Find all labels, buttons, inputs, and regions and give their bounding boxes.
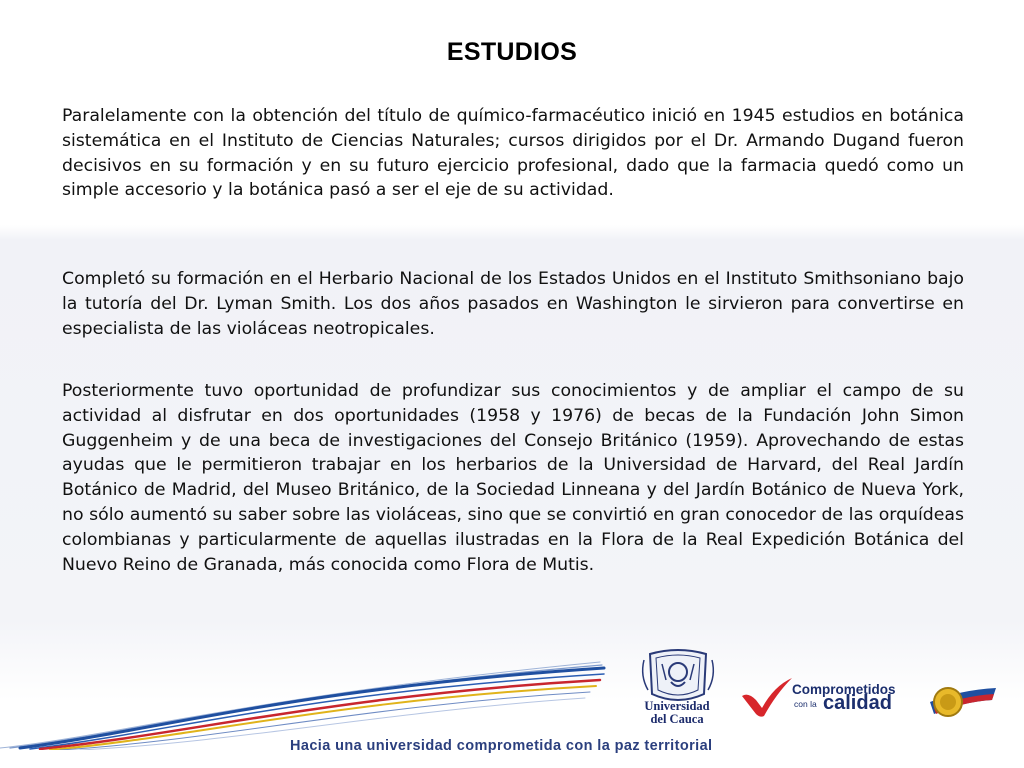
footer-slogan: Hacia una universidad comprometida con la paz territorial: [290, 738, 713, 754]
paragraph-2: Completó su formación en el Herbario Nacional de los Estados Unidos en el Instituto Smithsoniano bajo la tutoría del Dr. Lyman Smith. Los dos años pasados en Washington le sirvieron para convertirse en especialista de las violáceas neotropicales.: [62, 269, 964, 339]
university-name-line1: Universidad: [644, 699, 710, 713]
badge-small-text: con la: [794, 699, 817, 709]
badge-big-text: calidad: [823, 692, 892, 714]
medal-icon: [930, 688, 996, 716]
badge-line1: Comprometidos: [792, 682, 896, 697]
slide-title: ESTUDIOS: [446, 38, 578, 66]
checkmark-icon: [742, 678, 792, 717]
decorative-waves: [0, 640, 640, 750]
university-name-line2: del Cauca: [650, 712, 704, 726]
paragraph-3: Posteriormente tuvo oportunidad de profundizar sus conocimientos y de ampliar el campo de su actividad al disfrutar en dos oportunidades (1958 y 1976) de becas de la Fundación John Simon Guggenheim y de una beca de investigaciones del Consejo Británico (1959). Aprovechando de estas ayudas que le permitieron trabajar en los herbarios de la Universidad de Harvard, del Real Jardín Botánico de Madrid, del Museo Británico, de la Sociedad Linneana y del Jardín Botánico de Nueva York, no sólo aumentó su saber sobre las violáceas, sino que se convirtió en gran conocedor de las orquídeas colombianas y particularmente de aquellas ilustradas en la Flora de la Real Expedición Botánica del Nuevo Reino de Granada, más conocida como Flora de Mutis.: [62, 381, 964, 575]
paragraph-1: Paralelamente con la obtención del título de químico-farmacéutico inició en 1945 estudios en botánica sistemática en el Instituto de Ciencias Naturales; cursos dirigidos por el Dr. Armando Dugand fueron decisivos en su formación y en su futuro ejercicio profesional, dado que la farmacia quedó como un simple accesorio y la botánica pasó a ser el eje de su actividad.: [62, 106, 964, 201]
university-name: [628, 700, 726, 726]
